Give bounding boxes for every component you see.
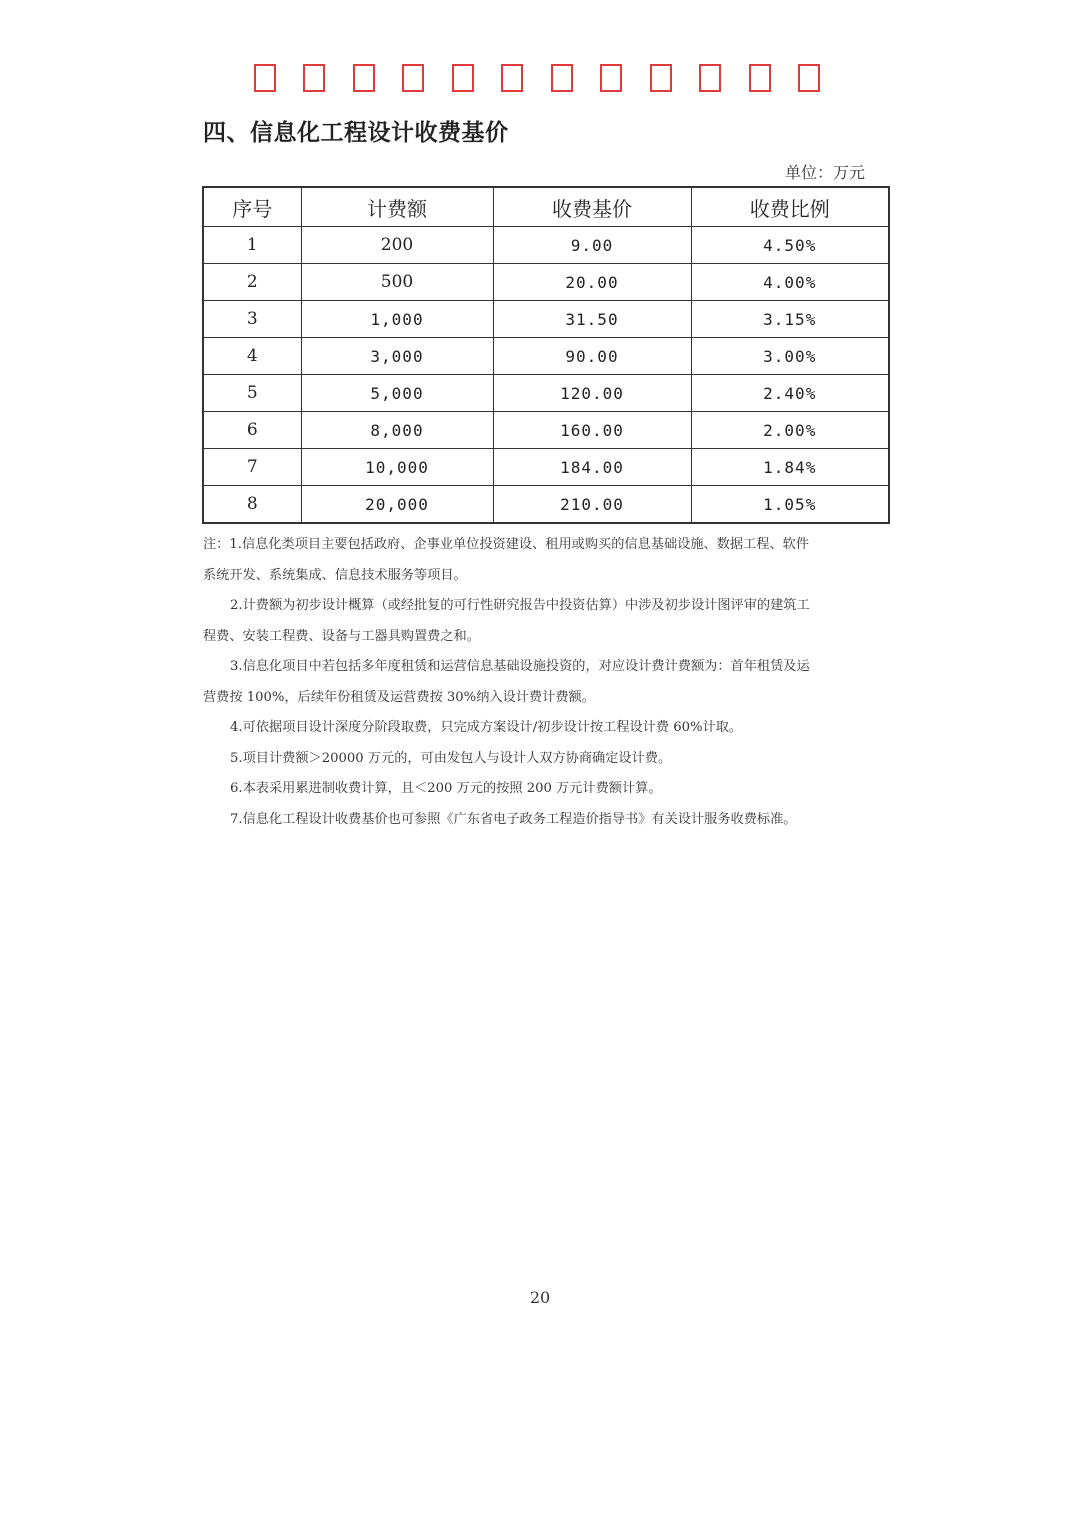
cell-fee-basis: 1,000 [301, 301, 493, 338]
unit-label: 单位：万元 [784, 163, 865, 182]
note-5: 5.项目计费额＞20000 万元的，可由发包人与设计人双方协商确定设计费。 [230, 750, 672, 766]
note-4: 4.可依据项目设计深度分阶段取费，只完成方案设计/初步设计按工程设计费 60%计取。 [230, 720, 743, 735]
cell-fee-ratio: 4.50% [691, 227, 889, 264]
cell-fee-ratio: 4.00% [691, 264, 889, 301]
cell-fee-basis: 200 [301, 227, 493, 264]
cell-index: 5 [203, 375, 301, 412]
section-title: 四、信息化工程设计收费基价 [203, 120, 509, 146]
table-row [203, 412, 889, 449]
header-box [501, 64, 523, 92]
cell-fee-basis: 20,000 [301, 486, 493, 524]
table-row [203, 264, 889, 301]
cell-fee-basis: 8,000 [301, 412, 493, 449]
column-header-fee-ratio: 收费比例 [691, 187, 889, 227]
header-box [798, 64, 820, 92]
header-box [650, 64, 672, 92]
cell-index: 7 [203, 449, 301, 486]
cell-fee-basis: 5,000 [301, 375, 493, 412]
cell-index: 4 [203, 338, 301, 375]
table-row [203, 301, 889, 338]
table-row [203, 449, 889, 486]
cell-index: 6 [203, 412, 301, 449]
note-3-line-1: 3.信息化项目中若包括多年度租赁和运营信息基础设施投资的，对应设计费计费额为：首年租赁及运 [230, 659, 810, 674]
cell-base-price: 210.00 [493, 486, 691, 524]
table-row [203, 227, 889, 264]
header-box [353, 64, 375, 92]
header-box [551, 64, 573, 92]
cell-fee-basis: 10,000 [301, 449, 493, 486]
note-6: 6.本表采用累进制收费计算，且＜200 万元的按照 200 万元计费额计算。 [230, 781, 662, 796]
note-2-line-1: 2.计费额为初步设计概算（或经批复的可行性研究报告中投资估算）中涉及初步设计图评审的建筑工 [230, 598, 810, 613]
cell-base-price: 90.00 [493, 338, 691, 375]
table-header-row [203, 187, 889, 227]
header-box [303, 64, 325, 92]
fee-table [202, 186, 890, 524]
cell-fee-basis: 3,000 [301, 338, 493, 375]
cell-base-price: 120.00 [493, 375, 691, 412]
header-box [749, 64, 771, 92]
cell-fee-ratio: 1.84% [691, 449, 889, 486]
page-number: 20 [529, 1288, 551, 1307]
cell-fee-basis: 500 [301, 264, 493, 301]
cell-fee-ratio: 2.40% [691, 375, 889, 412]
cell-base-price: 9.00 [493, 227, 691, 264]
cell-base-price: 160.00 [493, 412, 691, 449]
column-header-base-price: 收费基价 [493, 187, 691, 227]
red-header-boxes [254, 64, 820, 96]
note-1-line-2: 系统开发、系统集成、信息技术服务等项目。 [203, 567, 467, 583]
cell-base-price: 31.50 [493, 301, 691, 338]
cell-index: 3 [203, 301, 301, 338]
cell-fee-ratio: 2.00% [691, 412, 889, 449]
note-2-line-2: 程费、安装工程费、设备与工器具购置费之和。 [203, 628, 480, 644]
cell-index: 2 [203, 264, 301, 301]
cell-base-price: 20.00 [493, 264, 691, 301]
cell-base-price: 184.00 [493, 449, 691, 486]
column-header-index: 序号 [203, 187, 301, 227]
table-row [203, 338, 889, 375]
cell-index: 1 [203, 227, 301, 264]
column-header-fee-basis: 计费额 [301, 187, 493, 227]
header-box [699, 64, 721, 92]
note-7: 7.信息化工程设计收费基价也可参照《广东省电子政务工程造价指导书》有关设计服务收费标准。 [230, 811, 797, 827]
header-box [254, 64, 276, 92]
cell-fee-ratio: 1.05% [691, 486, 889, 524]
header-box [452, 64, 474, 92]
note-1-line-1: 注：1.信息化类项目主要包括政府、企事业单位投资建设、租用或购买的信息基础设施、数据工程、软件 [203, 537, 810, 552]
header-box [402, 64, 424, 92]
cell-fee-ratio: 3.15% [691, 301, 889, 338]
table-row [203, 486, 889, 524]
header-box [600, 64, 622, 92]
cell-index: 8 [203, 486, 301, 524]
note-3-line-2: 营费按 100%，后续年份租赁及运营费按 30%纳入设计费计费额。 [203, 689, 595, 705]
table-row [203, 375, 889, 412]
cell-fee-ratio: 3.00% [691, 338, 889, 375]
notes-section [203, 530, 893, 835]
